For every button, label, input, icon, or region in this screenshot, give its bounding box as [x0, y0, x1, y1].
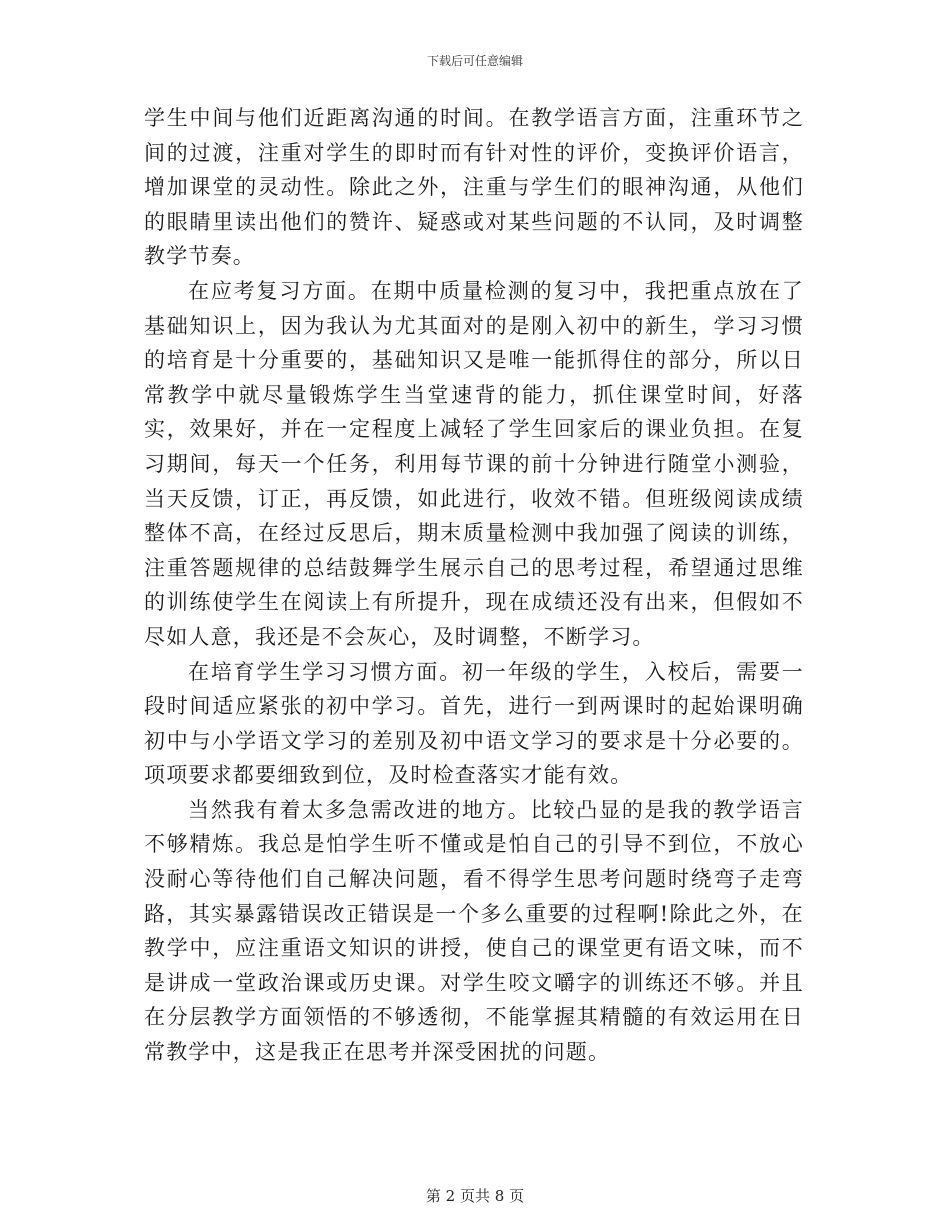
paragraph-study-habits: 在培育学生学习习惯方面。初一年级的学生，入校后，需要一段时间适应紧张的初中学习。首先，进行一到两课时的起始课明确初中与小学语文学习的差别及初中语文学习的要求是十分必要的。项项要求都要细致到位，及时检查落实才能有效。 — [144, 659, 804, 788]
paragraph-improvements: 当然我有着太多急需改进的地方。比较凸显的是我的教学语言不够精炼。我总是怕学生听不懂或是怕自己的引导不到位，不放心没耐心等待他们自己解决问题，看不得学生思考问题时绕弯子走弯路，其实暴露错误改正错误是一个多么重要的过程啊!除此之外，在教学中，应注重语文知识的讲授，使自己的课堂更有语文味，而不是讲成一堂政治课或历史课。对学生咬文嚼字的训练还不够。并且在分层教学方面领悟的不够透彻，不能掌握其精髓的有效运用在日常教学中，这是我正在思考并深受困扰的问题。 — [144, 797, 804, 1065]
document-body — [144, 101, 804, 1070]
paragraph-exam-review: 在应考复习方面。在期中质量检测的复习中，我把重点放在了基础知识上，因为我认为尤其面对的是刚入初中的新生，学习习惯的培育是十分重要的，基础知识又是唯一能抓得住的部分，所以日常教学中就尽量锻炼学生当堂速背的能力，抓住课堂时间，好落实，效果好，并在一定程度上减轻了学生回家后的课业负担。在复习期间，每天一个任务，利用每节课的前十分钟进行随堂小测验，当天反馈，订正，再反馈，如此进行，收效不错。但班级阅读成绩整体不高，在经过反思后，期末质量检测中我加强了阅读的训练，注重答题规律的总结鼓舞学生展示自己的思考过程，希望通过思维的训练使学生在阅读上有所提升，现在成绩还没有出来，但假如不尽如人意，我还是不会灰心，及时调整，不断学习。 — [144, 278, 804, 649]
page-header: 下载后可任意编辑 — [426, 54, 523, 68]
page-footer: 第 2 页共 8 页 — [425, 1187, 525, 1205]
paragraph-continued: 学生中间与他们近距离沟通的时间。在教学语言方面，注重环节之间的过渡，注重对学生的即时而有针对性的评价，变换评价语言，增加课堂的灵动性。除此之外，注重与学生们的眼神沟通，从他们的眼睛里读出他们的赞许、疑惑或对某些问题的不认同，及时调整教学节奏。 — [144, 106, 804, 269]
